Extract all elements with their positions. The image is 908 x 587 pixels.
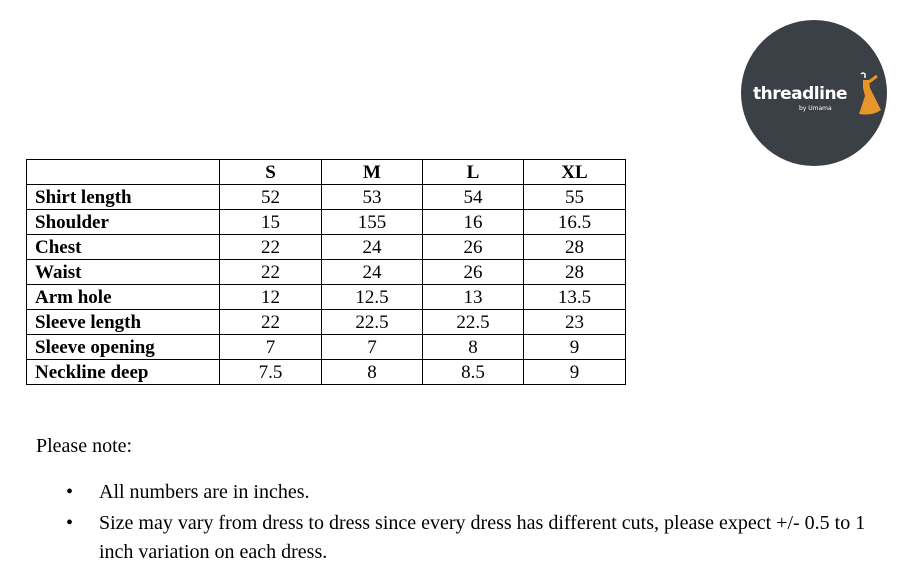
cell-value: 16.5 <box>524 210 626 235</box>
notes-list <box>60 478 880 569</box>
logo-tagline: by Umama <box>799 105 832 112</box>
row-label: Chest <box>27 235 220 260</box>
cell-value: 12.5 <box>322 285 423 310</box>
brand-logo <box>741 20 887 166</box>
note-text: All numbers are in inches. <box>99 481 310 503</box>
row-label: Arm hole <box>27 285 220 310</box>
row-label: Sleeve opening <box>27 335 220 360</box>
cell-value: 16 <box>423 210 524 235</box>
list-item <box>60 509 880 567</box>
table-row <box>27 285 626 310</box>
cell-value: 55 <box>524 185 626 210</box>
table-row <box>27 185 626 210</box>
cell-value: 28 <box>524 260 626 285</box>
cell-value: 7 <box>220 335 322 360</box>
header-size-l: L <box>423 160 524 185</box>
cell-value: 24 <box>322 235 423 260</box>
row-label: Waist <box>27 260 220 285</box>
cell-value: 22.5 <box>322 310 423 335</box>
cell-value: 9 <box>524 335 626 360</box>
bullet-icon: • <box>66 512 74 534</box>
cell-value: 26 <box>423 235 524 260</box>
list-item <box>60 478 880 507</box>
table-header-row <box>27 160 626 185</box>
cell-value: 24 <box>322 260 423 285</box>
cell-value: 22.5 <box>423 310 524 335</box>
cell-value: 28 <box>524 235 626 260</box>
table-row <box>27 210 626 235</box>
cell-value: 22 <box>220 310 322 335</box>
cell-value: 155 <box>322 210 423 235</box>
cell-value: 52 <box>220 185 322 210</box>
header-size-m: M <box>322 160 423 185</box>
cell-value: 22 <box>220 235 322 260</box>
table-row <box>27 235 626 260</box>
cell-value: 8 <box>423 335 524 360</box>
cell-value: 8.5 <box>423 360 524 385</box>
row-label: Shirt length <box>27 185 220 210</box>
size-chart-table <box>26 159 626 385</box>
cell-value: 22 <box>220 260 322 285</box>
cell-value: 7.5 <box>220 360 322 385</box>
bullet-icon: • <box>66 481 74 503</box>
note-text: Size may vary from dress to dress since every dress has different cuts, please expect +/- 0.5 to 1 inch variation on each dress. <box>99 512 866 563</box>
cell-value: 8 <box>322 360 423 385</box>
header-size-s: S <box>220 160 322 185</box>
logo-wordmark: threadline <box>753 84 848 104</box>
row-label: Neckline deep <box>27 360 220 385</box>
table-row <box>27 360 626 385</box>
header-size-xl: XL <box>524 160 626 185</box>
table-row <box>27 335 626 360</box>
cell-value: 12 <box>220 285 322 310</box>
table-row <box>27 260 626 285</box>
cell-value: 23 <box>524 310 626 335</box>
cell-value: 54 <box>423 185 524 210</box>
header-corner <box>27 160 220 185</box>
cell-value: 9 <box>524 360 626 385</box>
cell-value: 53 <box>322 185 423 210</box>
row-label: Shoulder <box>27 210 220 235</box>
cell-value: 15 <box>220 210 322 235</box>
row-label: Sleeve length <box>27 310 220 335</box>
cell-value: 7 <box>322 335 423 360</box>
dress-icon <box>853 70 887 122</box>
table-row <box>27 310 626 335</box>
notes-heading: Please note: <box>36 435 133 457</box>
cell-value: 13 <box>423 285 524 310</box>
cell-value: 26 <box>423 260 524 285</box>
cell-value: 13.5 <box>524 285 626 310</box>
